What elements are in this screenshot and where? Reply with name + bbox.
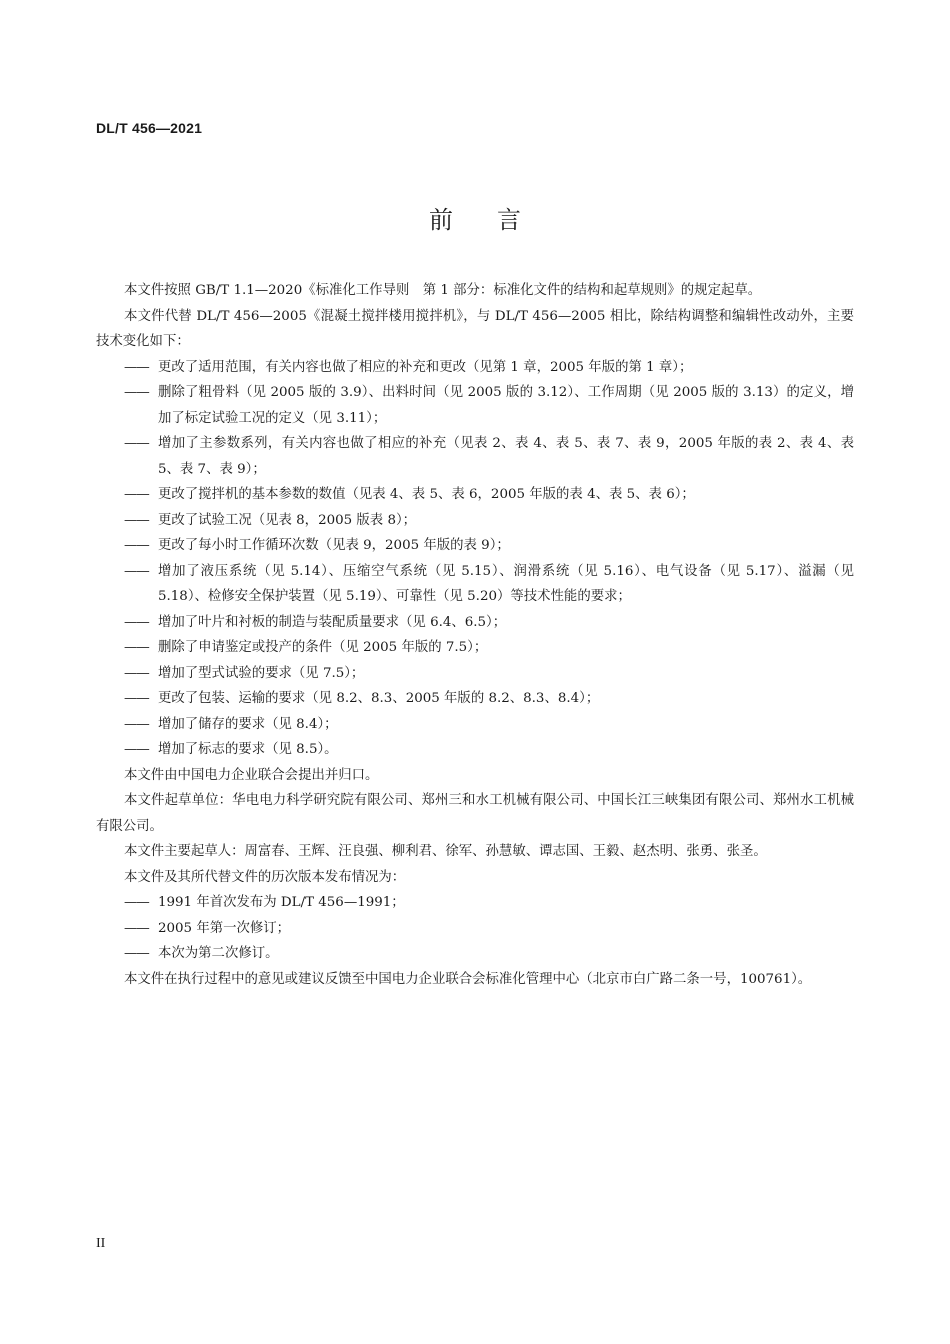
list-item-text: 增加了液压系统（见 5.14）、压缩空气系统（见 5.15）、润滑系统（见 5.16）、电气设备（见 5.17）、溢漏（见 5.18）、检修安全保护装置（见 5.19）、可靠性（见 5.20）等技术性能的要求； xyxy=(158,563,854,604)
history-list xyxy=(96,890,854,967)
dash-marker: —— xyxy=(124,640,149,655)
list-item xyxy=(96,890,854,916)
changes-list xyxy=(96,355,854,763)
dash-marker: —— xyxy=(124,538,149,553)
intro-paragraph: 本文件按照 GB/T 1.1—2020《标准化工作导则 第 1 部分：标准化文件的结构和起草规则》的规定起草。 xyxy=(124,283,762,298)
foreword-body xyxy=(96,278,854,992)
list-item xyxy=(96,610,854,636)
list-item-text: 2005 年第一次修订； xyxy=(158,920,291,936)
list-item xyxy=(96,355,854,381)
list-item-text: 更改了适用范围，有关内容也做了相应的补充和更改（见第 1 章，2005 年版的第 1 章）； xyxy=(158,359,693,375)
dash-marker: —— xyxy=(124,742,149,757)
dash-marker: —— xyxy=(124,359,149,375)
dash-marker: —— xyxy=(124,895,149,910)
list-item-text: 更改了试验工况（见表 8，2005 版表 8）； xyxy=(158,512,417,528)
list-item xyxy=(96,431,854,482)
list-item-text: 更改了包装、运输的要求（见 8.2、8.3、2005 年版的 8.2、8.3、8.4）； xyxy=(158,691,600,706)
list-item xyxy=(96,712,854,738)
dash-marker: —— xyxy=(124,691,149,706)
dash-marker: —— xyxy=(124,665,149,681)
list-item xyxy=(96,533,854,559)
list-item xyxy=(96,661,854,687)
list-item xyxy=(96,380,854,431)
closing-paragraph: 本文件由中国电力企业联合会提出并归口。 xyxy=(124,767,379,783)
list-item xyxy=(96,508,854,534)
dash-marker: —— xyxy=(124,614,149,630)
list-item-text: 增加了主参数系列，有关内容也做了相应的补充（见表 2、表 4、表 5、表 7、表 9，2005 年版的表 2、表 4、表 5、表 7、表 9）； xyxy=(158,436,854,477)
list-item xyxy=(96,737,854,763)
drafters-paragraph: 本文件主要起草人：周富春、王辉、汪良强、柳利君、徐军、孙慧敏、谭志国、王毅、赵杰明、张勇、张圣。 xyxy=(124,844,767,859)
list-item xyxy=(96,686,854,712)
page-title: 前言 xyxy=(429,206,565,234)
list-item xyxy=(96,635,854,661)
history-intro-paragraph: 本文件及其所代替文件的历次版本发布情况为： xyxy=(124,869,406,885)
dash-marker: —— xyxy=(124,946,149,961)
drafting-units-paragraph: 本文件起草单位：华电电力科学研究院有限公司、郑州三和水工机械有限公司、中国长江三峡集团有限公司、郑州水工机械有限公司。 xyxy=(96,793,854,834)
list-item-text: 增加了叶片和衬板的制造与装配质量要求（见 6.4、6.5）； xyxy=(158,614,507,630)
dash-marker: —— xyxy=(124,512,149,528)
intro-paragraph: 本文件代替 DL/T 456—2005《混凝土搅拌楼用搅拌机》，与 DL/T 456—2005 相比，除结构调整和编辑性改动外，主要技术变化如下： xyxy=(96,308,854,349)
list-item xyxy=(96,559,854,610)
list-item-text: 本次为第二次修订。 xyxy=(158,946,279,961)
list-item xyxy=(96,941,854,967)
list-item-text: 更改了搅拌机的基本参数的数值（见表 4、表 5、表 6，2005 年版的表 4、表 5、表 6）； xyxy=(158,487,695,502)
page-number: II xyxy=(96,1236,106,1251)
dash-marker: —— xyxy=(124,487,149,502)
list-item-text: 增加了储存的要求（见 8.4）； xyxy=(158,716,338,732)
document-code: DL/T 456—2021 xyxy=(96,120,203,136)
dash-marker: —— xyxy=(124,436,149,451)
list-item-text: 1991 年首次发布为 DL/T 456—1991； xyxy=(158,895,405,910)
list-item-text: 删除了粗骨料（见 2005 版的 3.9）、出料时间（见 2005 版的 3.12）、工作周期（见 2005 版的 3.13）的定义，增加了标定试验工况的定义（见 3.11）； xyxy=(158,385,854,426)
dash-marker: —— xyxy=(124,385,149,400)
dash-marker: —— xyxy=(124,716,149,732)
list-item xyxy=(96,916,854,942)
list-item-text: 更改了每小时工作循环次数（见表 9，2005 年版的表 9）； xyxy=(158,538,510,553)
list-item-text: 增加了标志的要求（见 8.5）。 xyxy=(158,742,338,757)
dash-marker: —— xyxy=(124,563,149,579)
feedback-paragraph: 本文件在执行过程中的意见或建议反馈至中国电力企业联合会标准化管理中心（北京市白广路二条一号，100761）。 xyxy=(124,971,812,987)
list-item-text: 增加了型式试验的要求（见 7.5）； xyxy=(158,665,365,681)
list-item xyxy=(96,482,854,508)
list-item-text: 删除了申请鉴定或投产的条件（见 2005 年版的 7.5）； xyxy=(158,640,488,655)
dash-marker: —— xyxy=(124,920,149,936)
